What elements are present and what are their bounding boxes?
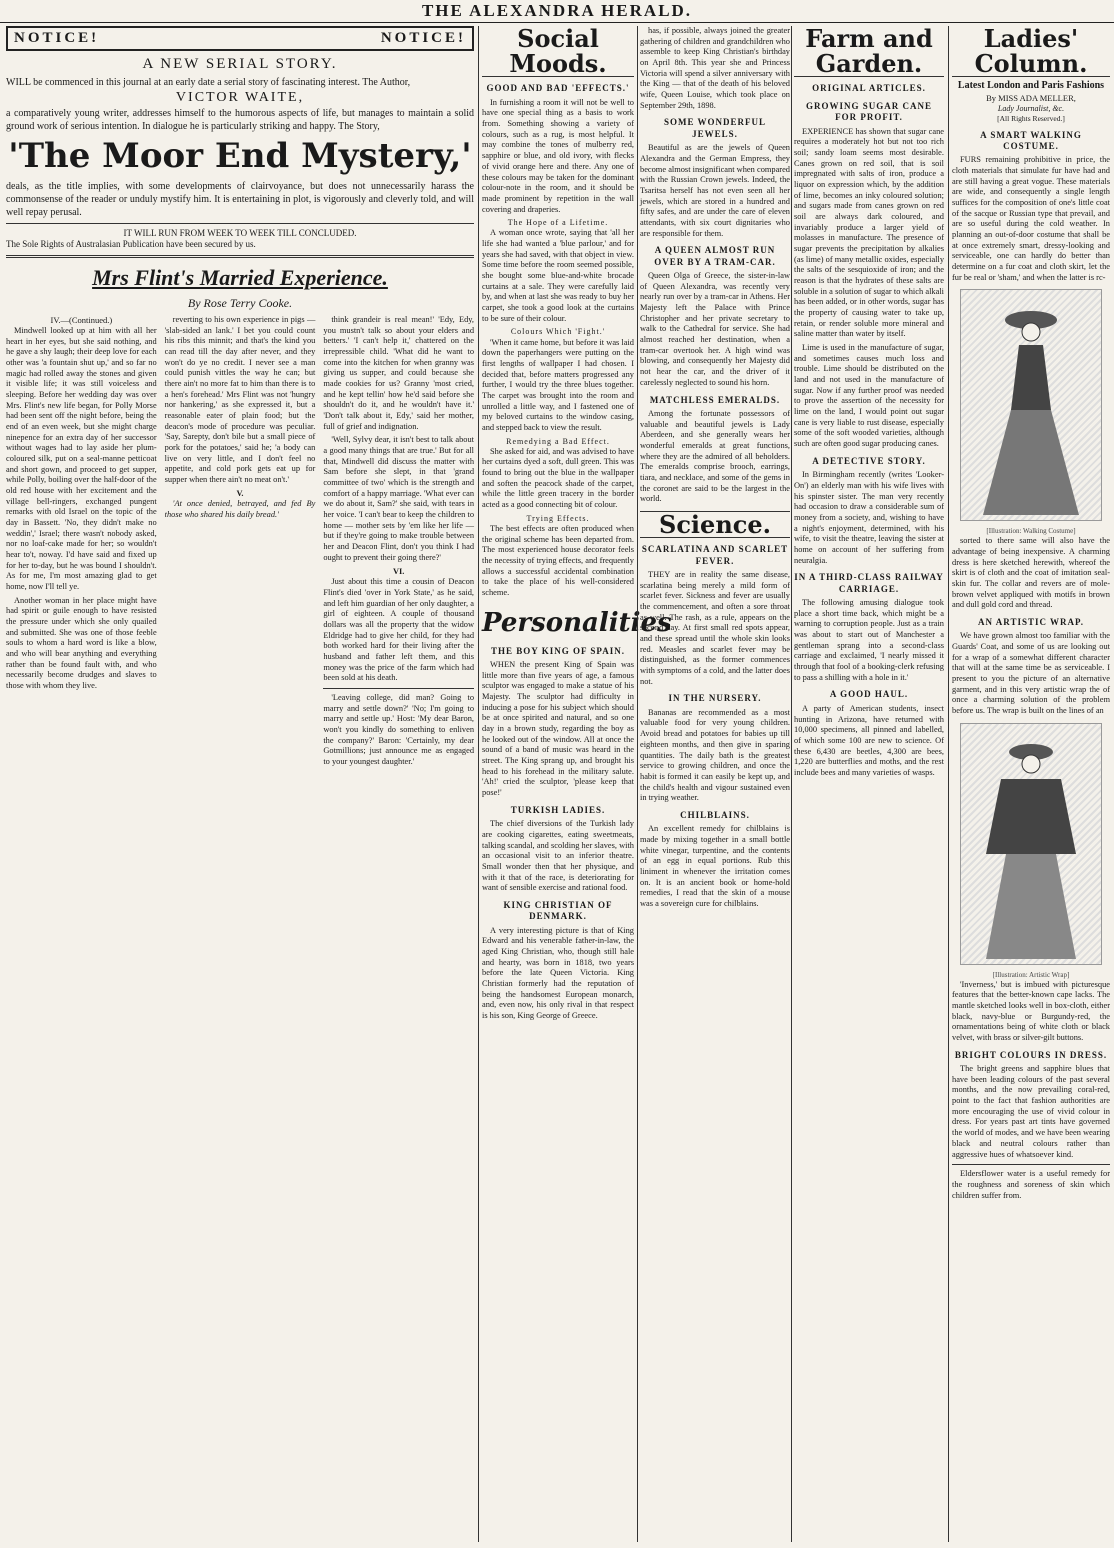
masthead: THE ALEXANDRA HERALD.: [0, 0, 1114, 23]
serial-col-b: [165, 315, 316, 771]
personalities-sub-3: KING CHRISTIAN OF DENMARK.: [503, 899, 613, 922]
ladies-byline: By MISS ADA MELLER,: [986, 93, 1076, 104]
science-text-1: THEY are in reality the same disease, scarlatina being merely a mild form of scarlet fever. Sickness and fever are usually the commencement, and often a sore throat as well. The rash, as a rule, appears on the second day. At first small red spots appear, and these spread until the whole skin looks red. Measles and scarlet fever may be distinguished, as the former commences with symptoms of a cold, and the latter does not.: [640, 570, 790, 686]
notice-bar: [6, 26, 474, 51]
personalities-text-2: The chief diversions of the Turkish lady are cooking cigarettes, eating sweetmeats, talking scandal, and scolding her slaves, with an occasional visit to an inferior theatre. Small wonder then that her physique, and with it that of the race, is deteriorating for want of sensible exercise and rational food.: [482, 819, 634, 893]
serial-col-c: [323, 315, 474, 771]
column-farm-garden: [794, 26, 944, 1542]
farm-sub-1: GROWING SUGAR CANE FOR PROFIT.: [805, 100, 932, 123]
story2-closing: 'Leaving college, did man? Going to marry and settle down?' 'No; I'm going to marry and settle up.' Host: 'My dear Baron, won't you kindly do something to enliven the company?' Baron: 'Certainly, my dear Gotmillions; just announce me as engaged to your youngest daughter.': [323, 692, 475, 766]
science-text-3: An excellent remedy for chilblains is made by mixing together in a small bottle white vinegar, turpentine, and the contents of an egg in equal portions. Rub this liniment in whenever the irritation comes on. It is an ancient book or home-hold remedies, I read that the skin of a mouse was a sovereign cure for chilblains.: [640, 824, 790, 908]
jewels-sub-2: A QUEEN ALMOST RUN OVER BY A TRAM-CAR.: [654, 245, 776, 267]
social-text-4: She asked for aid, and was advised to have her curtains dyed a soft, dull green. This was found to bring out the blue in the wallpaper and soften the peacock shade of the carpet, while the little green tracery in the border acted as a good connecting bit of colour.: [482, 446, 634, 510]
column-notice-serial: [6, 26, 474, 1542]
social-sub-1: GOOD AND BAD 'EFFECTS.': [486, 83, 630, 94]
serial-byline: By Rose Terry Cooke.: [187, 295, 293, 310]
ladies-sub-3: BRIGHT COLOURS IN DRESS.: [954, 1049, 1108, 1060]
story2-opening: think grandeir is real mean!' 'Edy, Edy, you mustn't talk so about your elders and betters.' 'I can't help it,' chattered on the irrepressible child. 'What did he want to come into the kitchen for when granny was giving us supper, and could because she made cookies for us? Granny 'most cried, and he kept tellin' how he'd said before she shouldn't do it, and he wouldn't have it.' 'Don't talk about it, Edy,' said her mother, full of grief and indignation.: [323, 315, 475, 431]
farm-sub-2: A DETECTIVE STORY.: [812, 455, 926, 466]
social-sub-5: Trying Effects.: [526, 513, 590, 523]
woman-figure-icon: [961, 290, 1101, 520]
story2-body: 'Well, Sylvy dear, it isn't best to talk about a good many things that are true.' But for all that, Mindwell did discuss the matter with Sam before she slept, in that 'grand committee of two' which is the strength and comfort of a happy marriage. 'What ever can we do about it, Sam?' she said, with tears in her voice. 'I can't bear to keep the children to home — mother sets by 'em like her life — but if they're going to make trouble between her and Deacon Flint, don't you think I had ought to prevent their going there?': [323, 435, 475, 562]
farm-text-3: In Birmingham recently (writes 'Looker-On') an elderly man with his wife lives with his spinster sister. The man very recently had occasion to draw a considerable sum of money from a society, and, wishing to have a night's enjoyment, determined, with his wife, to visit the theatre, leaving the sister at home on account of her suffering from neuralgia.: [794, 470, 944, 565]
personalities-sub-2: TURKISH LADIES.: [510, 804, 606, 815]
serial-text-2: reverting to his own experience in pigs — 'slab-sided an lank.' I bet you could count his ribs this minnit; and that's the kind you can read till the day after never, and they won't do ye no credit. I never see a man could punish vittles the way he can; but there ain't no more fat to him than there is to a hen's forehead.' Mrs Flint was not 'hungry nor hankering,' as she expressed it, but a reasonable eater of plain food; but the deacon's mode of procedure was peculiar. 'Say, Sarepty, don't bile but a small piece of pork for the potatoes,' said he; 'a body can live on very little, and I don't feel no appetite, and cold pork gets eat up for supper when there ain't no meat on't.': [164, 315, 316, 485]
social-text-3: 'When it came home, but before it was laid down the paperhangers were putting on the first lengths of wallpaper I had chosen. I decided that, before matters progressed any further, I would try the three blues together. The carpet was brought into the room and unrolled a little way, and I fastened one of my beloved curtains to the window casing, and stepped back to view the result.: [482, 337, 634, 432]
notice-rights: The Sole Rights of Australasian Publication have been secured by us.: [6, 239, 256, 250]
fig2-label: [Illustration: Artistic Wrap]: [992, 970, 1070, 979]
ladies-text-5: The bright greens and sapphire blues that have been leading colours of the past several months, and the now prevailing coral-red, point to the fact that fashion authorities are more encouraging the use of vivid colour in dress. For years past art tints have governed the world of modes, and we have been wearing black and neutral colours rather than aggressive hues of whatsoever kind.: [952, 1064, 1110, 1159]
serial-chapter-vi: VI.: [392, 566, 405, 576]
serial-poem: 'At once denied, betrayed, and fed By those who shared his daily bread.': [164, 499, 316, 520]
fig1-label: [Illustration: Walking Costume]: [986, 527, 1076, 536]
jewels-sub-1: SOME WONDERFUL JEWELS.: [663, 117, 767, 139]
ladies-role: Lady Journalist, &c.: [997, 103, 1065, 113]
column-social-personalities: [482, 24, 672, 1542]
farm-text-2: Lime is used in the manufacture of sugar, and sometimes causes much loss and trouble. Lime should be distributed on the land and not used in the manufacture of sugar. Now if any further proof was needed to prove the assertion of the necessity for lime on the land, I would point out sugar cane is very liable to rust disease, especially some of the soft wooded varieties, although such are often good sugar producing canes.: [794, 343, 944, 449]
ladies-text-2: sorted to there same will also have the advantage of being inexpensive. A charming dress is here sketched herewith, whereof the skirt is of cloth and the coat of imitation seal-skin fur. The collar and revers are of mole-brown velvet appliqued with motifs in brown and dull gold cord and thread.: [952, 536, 1110, 610]
farm-sub-4: A GOOD HAUL.: [829, 689, 909, 700]
social-text-1: In furnishing a room it will not be well to have one special thing as a basis to work from. Something showing a variety of colours, such as a rug, is most helpful. It may combine the tones of mulberry red, sapphire or blue, and old ivory, with flecks of vivid orange here and there. Any one of these colours may be taken for the dominant colour-note in the room, and it should be made prominent by repetition in the wall covering and draperies.: [482, 97, 634, 214]
personalities-heading: Personalities: [482, 607, 672, 638]
science-sub-1: SCARLATINA AND SCARLET FEVER.: [641, 544, 789, 566]
social-sub-4: Remedying a Bad Effect.: [506, 436, 610, 446]
farm-text-5: A party of American students, insect hunting in Arizona, have returned with 10,000 specimens, all pinned and labelled, of which some 100 are new to science. Of these 6,430 are beetles, 4,300 are bees, 1,220 are butterflies and moths, and the rest include bees and many varieties of wasps.: [794, 703, 944, 777]
notice-continued: IT WILL RUN FROM WEEK TO WEEK TILL CONCLUDED.: [123, 228, 357, 239]
science-heading: Science.: [640, 511, 790, 538]
farm-sub-0: ORIGINAL ARTICLES.: [812, 83, 926, 94]
column-ladies: [952, 26, 1110, 1542]
ladies-closing: Eldersflower water is a useful remedy for the roughness and soreness of skin which children suffer from.: [952, 1169, 1110, 1200]
social-text-5: The best effects are often produced when the original scheme has been departed from. The most experienced house decorator feels the necessity of trying effects, and frequently allows a successful accidental combination to take the place of his well-considered scheme.: [482, 523, 634, 597]
ladies-text-3: We have grown almost too familiar with the Guards' Coat, and some of us are looking out for a wrap of a somewhat different character that will at the same time be as serviceable. I present to you the picture of an alternative garment, and in this very artistic wrap the of once a charming solution of the problem before us. The wrap is built on the lines of an: [952, 631, 1110, 716]
serial-col-a: [6, 315, 157, 771]
farm-text-4: The following amusing dialogue took place a short time back, which might be a warning to corruption people. Just as a train was about to start out of Manchester a gentleman sprang into a second-class carriage and exclaimed, 'I nearly missed it through that fool of a booking-clerk refusing to pass a shilling with a hole in it.': [794, 598, 944, 682]
ladies-sub-1: A SMART WALKING COSTUME.: [980, 129, 1082, 151]
social-moods-heading: Social Moods.: [482, 26, 634, 77]
personalities-text-3: A very interesting picture is that of King Edward and his venerable father-in-law, the aged King Christian, who, though still hale and hearty, was born in 1818, two years before the late Queen Victoria. King Christian formerly had the reputation of being the handsomest European monarch, and, even now, his only rival in that respect is his son, King George of Greece.: [482, 925, 634, 1021]
serial-chapter-v: V.: [236, 488, 244, 498]
social-sub-3: Colours Which 'Fight.': [510, 327, 606, 337]
personalities-text-1: WHEN the present King of Spain was little more than five years of age, a famous sculptor was engaged to make a statue of his Majesty. The sculptor had difficulty in inducing a pose for his subject which should be at once spirited and natural, and so one day in a brown study, regarding the boy as he looked out of the window. All at once the sound of a band of music was heard in the street. The King sprang up, and brought his head to his forehead in the military salute. 'Ah!' cried the sculptor, 'please keep that pose!': [482, 660, 634, 798]
serial-story-title: 'The Moor End Mystery,': [8, 135, 472, 176]
jewels-text-1: Beautiful as are the jewels of Queen Alexandra and the German Empress, they become almost insignificant when compared with the Russian Crown jewels. Indeed, the Tsaritsa herself has not even seen all her jewels, which are stored in a hundred and fifty safes, and are under the care of eleven attendants, with six court dignitaries who are responsible for them.: [640, 143, 790, 238]
farm-sub-3: IN A THIRD-CLASS RAILWAY CARRIAGE.: [794, 572, 944, 594]
ladies-text-1: FURS remaining prohibitive in price, the cloth materials that simulate fur have had and are still having a great vogue. These materials are wide, and consequently a single length suffices for the composition of one's little coat of the sacque or Russian type that prevail, and are so useful during the cold weather. In planning an out-of-door costume that shall be at once extremely smart, dressy-looking and serviceable, one can hardly do better than determine on a fur coat and cloth skirt, let the fur be real or 'sham,' and when the latter is rc-: [952, 155, 1110, 282]
science-sub-3: CHILBLAINS.: [680, 809, 750, 820]
column-jewels-science: [640, 26, 790, 1542]
notice-intro: WILL be commenced in this journal at an early date a serial story of fascinating interest. The Author,: [6, 77, 411, 89]
serial-chapter: IV.—(Continued.): [50, 315, 113, 326]
story2-body2: Just about this time a cousin of Deacon Flint's died 'over in York State,' as he said, and left him guardian of her only daughter, a girl of eighteen. A couple of thousand dollars was all the property that the widow Eldridge had to give her child, for they had both worked hard for their living after the husband and father left them, and this money was the price of the farm which had been sold at his death.: [323, 577, 475, 683]
walking-costume-illustration: [960, 289, 1102, 521]
new-serial-heading: A NEW SERIAL STORY.: [142, 56, 338, 73]
notice-description: deals, as the title implies, with some developments of clairvoyance, but does not unnecessarily harass the commonsense of the reader or unduly mystify him. It is entertaining in plot, is vigorously and cleverly told, and will well repay perusal.: [6, 181, 474, 219]
social-sub-2: The Hope of a Lifetime.: [507, 218, 609, 228]
farm-text-1: EXPERIENCE has shown that sugar cane requires a moderately hot but not too rich soil; sandy loam seems most desirable. Canes grown on red soil, that is soil impregnated with salts of iron, produce a liquor on expression which, by the addition of lime, becomes an inky coloured solution; and sugars made from canes grown on red soil are always dark coloured, and invariably produce a larger yield of molasses in manufacture. The presence of sugar prevents the precipitation by alkalies (as lime) of many metallic oxides, especially the salts of the sesquioxide of iron; and the reason is that the hydrates of these salts are soluble in a solution of sugar to which alkali has been added, or in other words, sugar has the property of causing water to take up, retain, or render soluble more mineral and saline matter than water by itself.: [794, 126, 945, 339]
ladies-sub-0: Latest London and Paris Fashions: [957, 80, 1105, 92]
serial-subcolumns: [6, 315, 474, 771]
notice-right: NOTICE!: [380, 30, 466, 46]
notice-author: VICTOR WAITE,: [175, 90, 305, 106]
jewels-intro: has, if possible, always joined the greater gathering of children and grandchildren who assemble to keep King Christian's birthday on April 8th. This year she and Princess Victoria will spend a silver anniversary with the King — that of the death of his beloved wife, Queen Louise, which took place on September 29th, 1898.: [640, 26, 790, 110]
wrap-figure-icon: [961, 724, 1101, 964]
personalities-sub-1: THE BOY KING OF SPAIN.: [491, 645, 625, 656]
jewels-sub-3: MATCHLESS EMERALDS.: [649, 394, 781, 405]
serial-text-1: Mindwell looked up at him with all her heart in her eyes, but she said nothing, and he gave a shy laugh; their deep love for each other was 'a fountain shut up,' and so far no magic had rolled away the stones and given it visible life; it was still voiceless and sleeping. Before her wedding day was over Mrs. Flint's new life began, for Polly Morse had been sent off the night before, being the end of an even week, but she might charge ninepence for an extra day of her successor without wages had to lay aside her plum-coloured silk, put on a seal-manne petticoat and short gown, and proceed to get supper, while Polly, boiling over the half-door of the old red house with her excitement and the village bell-ringers, exchanged pungent remarks with old Israel on the topic of the day in Bassett. 'No, they didn't make no weddin',' Israel; there wasn't nobody asked, nor no loaf-cake made for her; so wouldn't hear to't, noway. I'd have said and fixed up for her to-day, but he was bound I shouldn't. As for me, I'm most amazing glad to get home, now I'll tell ye.: [6, 325, 157, 591]
social-text-2: A woman once wrote, saying that 'all her life she had wanted a 'blue parlour,' and for years she had saved, with that object in view. Some time before the room seemed possible, she bought some blue-and-white brocade curtains at a sale. They were carefully laid by, and when at last she was ready to buy her carpet, she took a good look at the curtains to be sure of their colour.: [482, 228, 634, 323]
ladies-text-4: 'Inverness,' but is imbued with picturesque features that the better-known cape lacks. The mantle sketched looks well in box-cloth, either black, navy-blue or Burgundy-red, the ornamentations being of white cloth or black velvet, with brass or silver-gilt buttons.: [952, 979, 1110, 1043]
notice-left: NOTICE!: [14, 30, 100, 46]
notice-body: a comparatively young writer, addresses himself to the humorous aspects of life, but manages to maintain a solid ground work of serious intention. In dialogue he is particularly striking and happy. The Story,: [6, 107, 474, 132]
science-sub-2: IN THE NURSERY.: [668, 693, 762, 704]
serial-title: Mrs Flint's Married Experience.: [92, 264, 388, 290]
serial-text-1b: Another woman in her place might have had spirit or guile enough to have resisted the pressure under which she only quailed and submitted. She was one of those feeble souls to whom a hard word is like a blow, and who will bear anything and everything rather than be found fault with, and who necessarily become drudges and slaves to those with whom they live.: [6, 595, 157, 690]
artistic-wrap-illustration: [960, 723, 1102, 965]
ladies-rights: [All Rights Reserved.]: [997, 114, 1065, 123]
jewels-text-2: Queen Olga of Greece, the sister-in-law of Queen Alexandra, was recently very nearly run over by a tram-car in Athens. Her Majesty left the Palace with Prince Christopher and her private secretary to walk to the Cathedral for service. She had almost reached her destination, when a tram-car overtook her. A high wind was blowing, and consequently her Majesty did not hear the car, and the driver of it carelessly neglected to sound his horn.: [640, 271, 790, 387]
ladies-heading: Ladies' Column.: [952, 26, 1110, 77]
science-text-2: Bananas are recommended as a most valuable food for very young children. Avoid bread and potatoes for babies up till eighteen months, and then give in sparing quantities. The daily bath is the greatest service to growing children, and once the habit is formed it can easily be kept up, and the child's health and vigour sustained even in trying weather.: [640, 707, 790, 803]
jewels-text-3: Among the fortunate possessors of valuable and beautiful jewels is Lady Aberdeen, and she generally wears her wonderful emeralds at great functions, where they are the admired of all beholders. The emeralds comprise brooch, earrings, tiara, and necklace, and some of the gems in the coronet are said to be the largest in the world.: [640, 408, 790, 504]
farm-heading: Farm and Garden.: [794, 26, 944, 77]
ladies-sub-2: AN ARTISTIC WRAP.: [978, 617, 1084, 627]
